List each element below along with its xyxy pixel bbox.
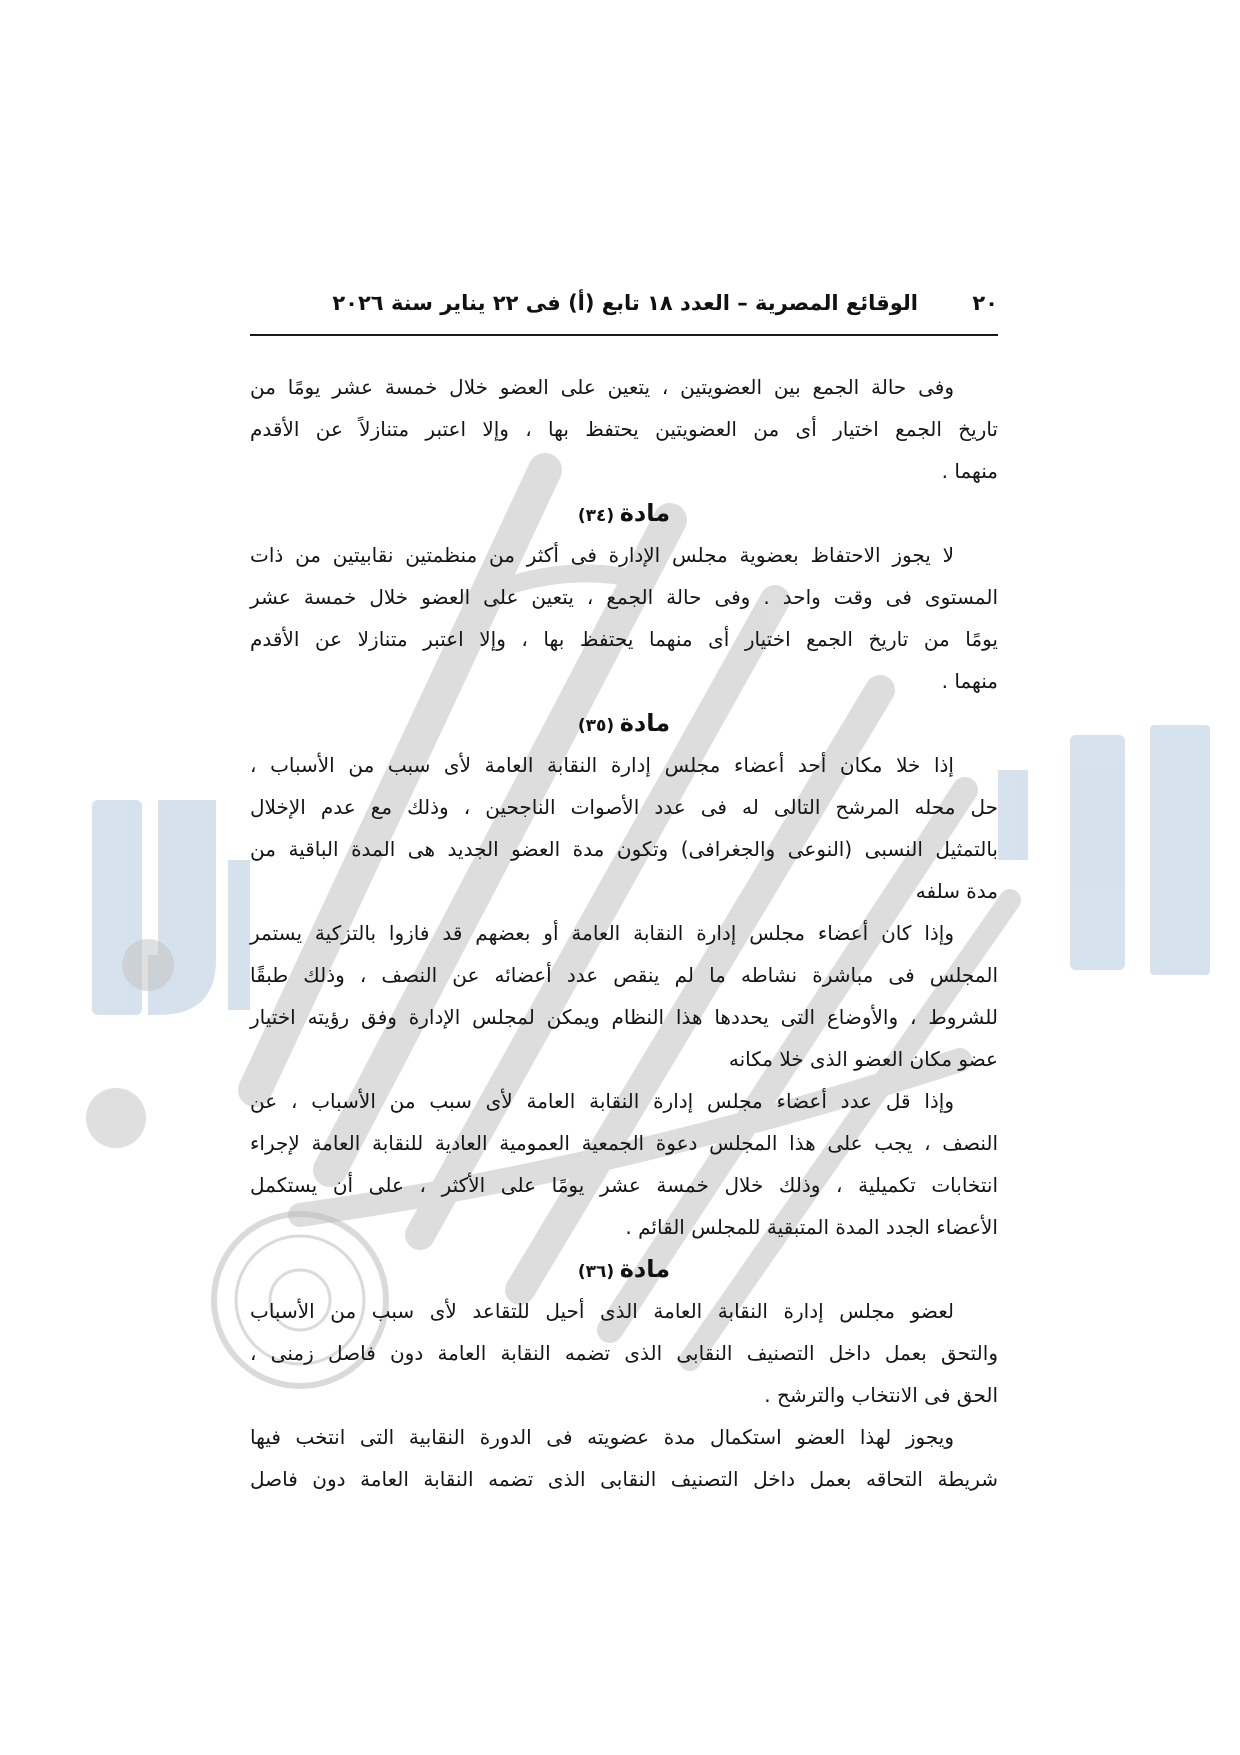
text-line: حل محله المرشح التالى له فى عدد الأصوات الناجحين ، وذلك مع عدم الإخلال <box>250 795 998 819</box>
gazette-title: الوقائع المصرية – العدد ١٨ تابع (أ) فى ٢٢ يناير سنة ٢٠٢٦ <box>332 291 918 315</box>
header-divider <box>250 334 998 336</box>
article-number: (٣٥) <box>577 716 615 736</box>
article-heading-34 <box>250 492 998 534</box>
paragraph <box>250 1290 998 1416</box>
paragraph <box>250 912 998 1080</box>
article-heading-35 <box>250 702 998 744</box>
document-body <box>250 366 998 1500</box>
text-line: وإذا قل عدد أعضاء مجلس إدارة النقابة العامة لأى سبب من الأسباب ، عن <box>250 1089 954 1113</box>
paragraph <box>250 744 998 912</box>
text-line: منهما . <box>941 459 998 483</box>
text-line: وإذا كان أعضاء مجلس إدارة النقابة العامة أو بعضهم قد فازوا بالتزكية يستمر <box>250 921 954 945</box>
text-line: المستوى فى وقت واحد . وفى حالة الجمع ، يتعين على العضو خلال خمسة عشر <box>250 585 998 609</box>
text-line: شريطة التحاقه بعمل داخل التصنيف النقابى الذى تضمه النقابة العامة دون فاصل <box>250 1467 998 1491</box>
article-label: مادة <box>619 1255 671 1283</box>
text-line: تاريخ الجمع اختيار أى من العضويتين يحتفظ بها ، وإلا اعتبر متنازلاً عن الأقدم <box>250 417 998 441</box>
text-line: المجلس فى مباشرة نشاطه ما لم ينقص عدد أعضائه عن النصف ، وذلك طبقًا <box>250 963 998 987</box>
page-header <box>250 284 998 322</box>
paragraph <box>250 1416 998 1500</box>
text-line: للشروط ، والأوضاع التى يحددها هذا النظام ويمكن لمجلس الإدارة وفق رؤيته اختيار <box>250 1005 998 1029</box>
text-line: بالتمثيل النسبى (النوعى والجغرافى) وتكون مدة العضو الجديد هى المدة الباقية من <box>250 837 998 861</box>
text-line: ويجوز لهذا العضو استكمال مدة عضويته فى الدورة النقابية التى انتخب فيها <box>250 1425 954 1449</box>
paragraph <box>250 1080 998 1248</box>
text-line: انتخابات تكميلية ، وذلك خلال خمسة عشر يومًا على الأكثر ، على أن يستكمل <box>250 1173 998 1197</box>
paragraph <box>250 534 998 702</box>
paragraph <box>250 366 998 492</box>
text-line: النصف ، يجب على هذا المجلس دعوة الجمعية العمومية العادية للنقابة العامة لإجراء <box>250 1131 998 1155</box>
text-line: الأعضاء الجدد المدة المتبقية للمجلس القائم . <box>625 1215 998 1239</box>
page-number: ٢٠ <box>972 291 998 315</box>
text-line: الحق فى الانتخاب والترشح . <box>764 1383 998 1407</box>
text-line: يومًا من تاريخ الجمع اختيار أى منهما يحتفظ بها ، وإلا اعتبر متنازلا عن الأقدم <box>250 627 998 651</box>
text-line: مدة سلفه <box>915 879 998 903</box>
text-line: لا يجوز الاحتفاظ بعضوية مجلس الإدارة فى أكثر من منظمتين نقابيتين من ذات <box>250 543 954 567</box>
article-number: (٣٤) <box>577 506 615 526</box>
text-line: والتحق بعمل داخل التصنيف النقابى الذى تضمه النقابة العامة دون فاصل زمنى ، <box>250 1341 998 1365</box>
text-line: وفى حالة الجمع بين العضويتين ، يتعين على العضو خلال خمسة عشر يومًا من <box>250 375 954 399</box>
text-line: منهما . <box>941 669 998 693</box>
article-label: مادة <box>619 709 671 737</box>
article-number: (٣٦) <box>577 1262 615 1282</box>
article-label: مادة <box>619 499 671 527</box>
article-heading-36 <box>250 1248 998 1290</box>
text-line: إذا خلا مكان أحد أعضاء مجلس إدارة النقابة العامة لأى سبب من الأسباب ، <box>250 753 954 777</box>
text-line: لعضو مجلس إدارة النقابة العامة الذى أحيل للتقاعد لأى سبب من الأسباب <box>250 1299 954 1323</box>
text-line: عضو مكان العضو الذى خلا مكانه <box>728 1047 998 1071</box>
